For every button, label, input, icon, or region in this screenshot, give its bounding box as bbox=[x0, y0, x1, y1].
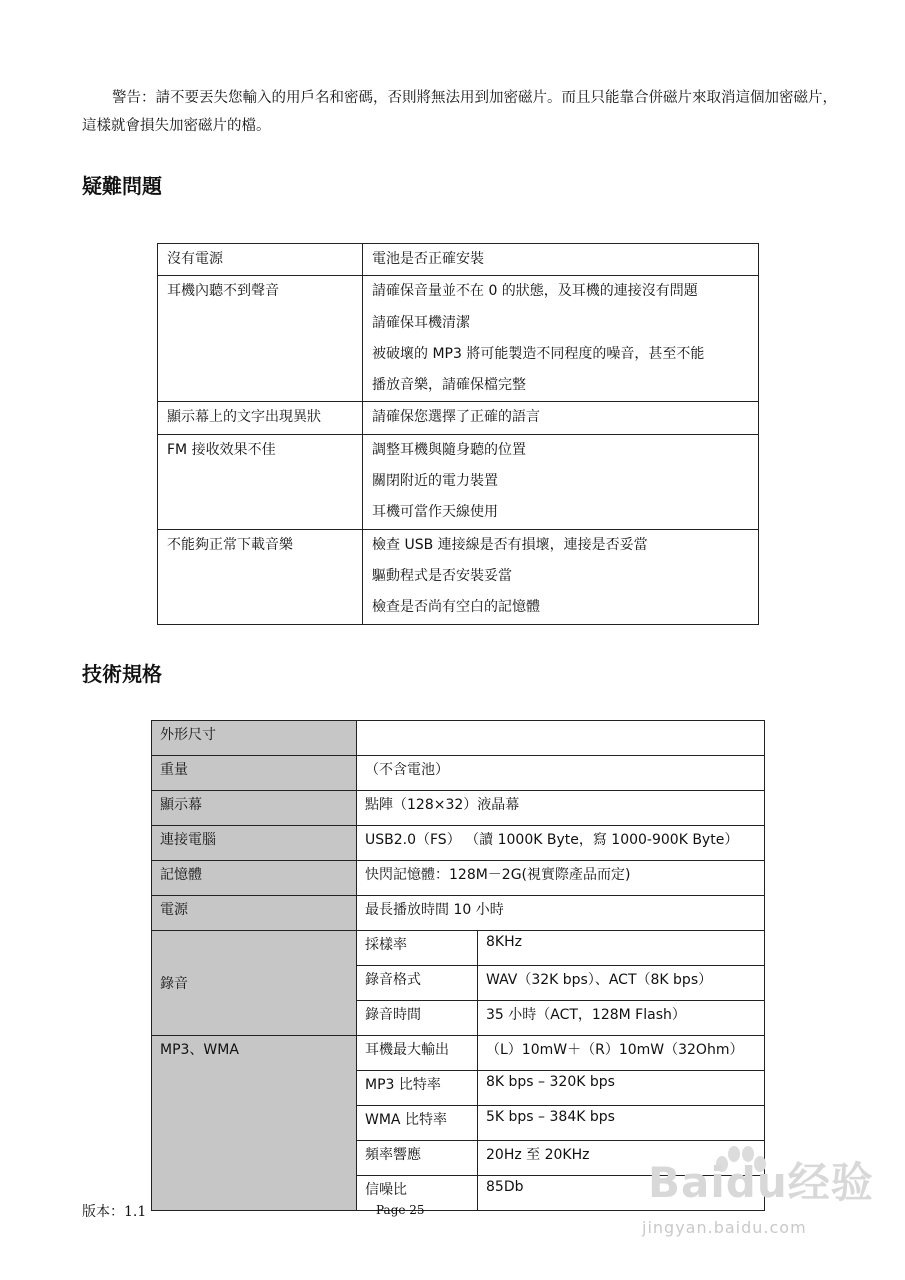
spec-sub-label: 錄音時間 bbox=[357, 1001, 478, 1036]
solution-line: 檢查 USB 連接線是否有損壞，連接是否妥當 bbox=[372, 536, 648, 553]
spec-label: 顯示幕 bbox=[152, 791, 357, 826]
spec-label: 電源 bbox=[152, 896, 357, 931]
spec-sub-label: 錄音格式 bbox=[357, 966, 478, 1001]
spec-value bbox=[357, 721, 765, 756]
solution-line: 電池是否正確安裝 bbox=[372, 251, 484, 267]
spec-label: 重量 bbox=[152, 756, 357, 791]
solution-line: 被破壞的 MP3 將可能製造不同程度的噪音，甚至不能 bbox=[372, 345, 705, 362]
solution-line: 耳機可當作天線使用 bbox=[372, 504, 498, 521]
table-row bbox=[152, 826, 765, 861]
problem-cell: FM 接收效果不佳 bbox=[167, 441, 276, 458]
table-row bbox=[158, 529, 759, 624]
spec-value: 8K bps – 320K bps bbox=[478, 1071, 765, 1106]
spec-value: 點陣（128×32）液晶幕 bbox=[357, 791, 765, 826]
spec-sub-label: 頻率響應 bbox=[357, 1141, 478, 1176]
spec-value: 20Hz 至 20KHz bbox=[478, 1141, 765, 1176]
solution-line: 關閉附近的電力裝置 bbox=[372, 473, 498, 490]
spec-label: 連接電腦 bbox=[152, 826, 357, 861]
solution-line: 請確保音量並不在 0 的狀態，及耳機的連接沒有問題 bbox=[372, 283, 698, 300]
spec-label: 錄音 bbox=[152, 931, 357, 1036]
spec-label: MP3、WMA bbox=[152, 1036, 357, 1211]
spec-value: 最長播放時間 10 小時 bbox=[357, 896, 765, 931]
table-row bbox=[152, 861, 765, 896]
baidu-watermark bbox=[640, 1150, 880, 1260]
spec-sub-label: 耳機最大輸出 bbox=[357, 1036, 478, 1071]
warning-paragraph: 警告：請不要丟失您輸入的用戶名和密碼，否則將無法用到加密磁片。而且只能靠合併磁片來取消這個加密磁片，這樣就會損失加密磁片的檔。 bbox=[82, 90, 837, 134]
table-row bbox=[152, 721, 765, 756]
spec-value: 85Db bbox=[478, 1176, 765, 1211]
problem-cell: 耳機內聽不到聲音 bbox=[167, 283, 279, 300]
spec-value: 35 小時（ACT，128M Flash） bbox=[478, 1001, 765, 1036]
watermark-url: jingyan.baidu.com bbox=[642, 1218, 807, 1237]
table-row bbox=[152, 896, 765, 931]
spec-value: 8KHz bbox=[478, 931, 765, 966]
problem-cell: 不能夠正常下載音樂 bbox=[167, 536, 293, 553]
spec-label: 記憶體 bbox=[152, 861, 357, 896]
table-row bbox=[152, 756, 765, 791]
spec-value: 快閃記憶體：128M－2G(視實際產品而定) bbox=[357, 861, 765, 896]
footer-page-number: Page 25 bbox=[376, 1203, 425, 1217]
spec-sub-label: 信噪比 bbox=[357, 1176, 478, 1211]
table-row bbox=[158, 244, 759, 276]
spec-label: 外形尺寸 bbox=[152, 721, 357, 756]
spec-value: 5K bps – 384K bps bbox=[478, 1106, 765, 1141]
troubleshooting-heading: 疑難問題 bbox=[82, 174, 162, 198]
solution-line: 檢查是否尚有空白的記憶體 bbox=[372, 599, 540, 616]
spec-value: （不含電池） bbox=[357, 756, 765, 791]
solution-line: 請確保您選擇了正確的語言 bbox=[372, 409, 540, 426]
solution-line: 請確保耳機清潔 bbox=[372, 314, 470, 331]
table-row bbox=[158, 434, 759, 529]
specs-table bbox=[151, 720, 765, 1211]
spec-value: USB2.0（FS） （讀 1000K Byte，寫 1000-900K Byte） bbox=[357, 826, 765, 861]
table-row bbox=[152, 791, 765, 826]
specs-heading: 技術規格 bbox=[82, 662, 162, 686]
problem-cell: 沒有電源 bbox=[167, 251, 223, 267]
table-row bbox=[158, 276, 759, 402]
table-row bbox=[152, 1036, 765, 1071]
solution-line: 驅動程式是否安裝妥當 bbox=[372, 567, 512, 584]
spec-value: WAV（32K bps）、ACT（8K bps） bbox=[478, 966, 765, 1001]
spec-sub-label: WMA 比特率 bbox=[357, 1106, 478, 1141]
spec-sub-label: MP3 比特率 bbox=[357, 1071, 478, 1106]
troubleshooting-table bbox=[157, 243, 759, 625]
watermark-logo: Baidu经验 bbox=[648, 1158, 874, 1207]
problem-cell: 顯示幕上的文字出現異狀 bbox=[167, 409, 321, 426]
spec-value: （L）10mW＋（R）10mW（32Ohm） bbox=[478, 1036, 765, 1071]
spec-sub-label: 採樣率 bbox=[357, 931, 478, 966]
solution-line: 調整耳機與隨身聽的位置 bbox=[372, 441, 526, 458]
table-row bbox=[152, 931, 765, 966]
table-row bbox=[158, 402, 759, 434]
footer-version: 版本：1.1 bbox=[82, 1204, 147, 1220]
solution-line: 播放音樂，請確保檔完整 bbox=[372, 377, 526, 394]
